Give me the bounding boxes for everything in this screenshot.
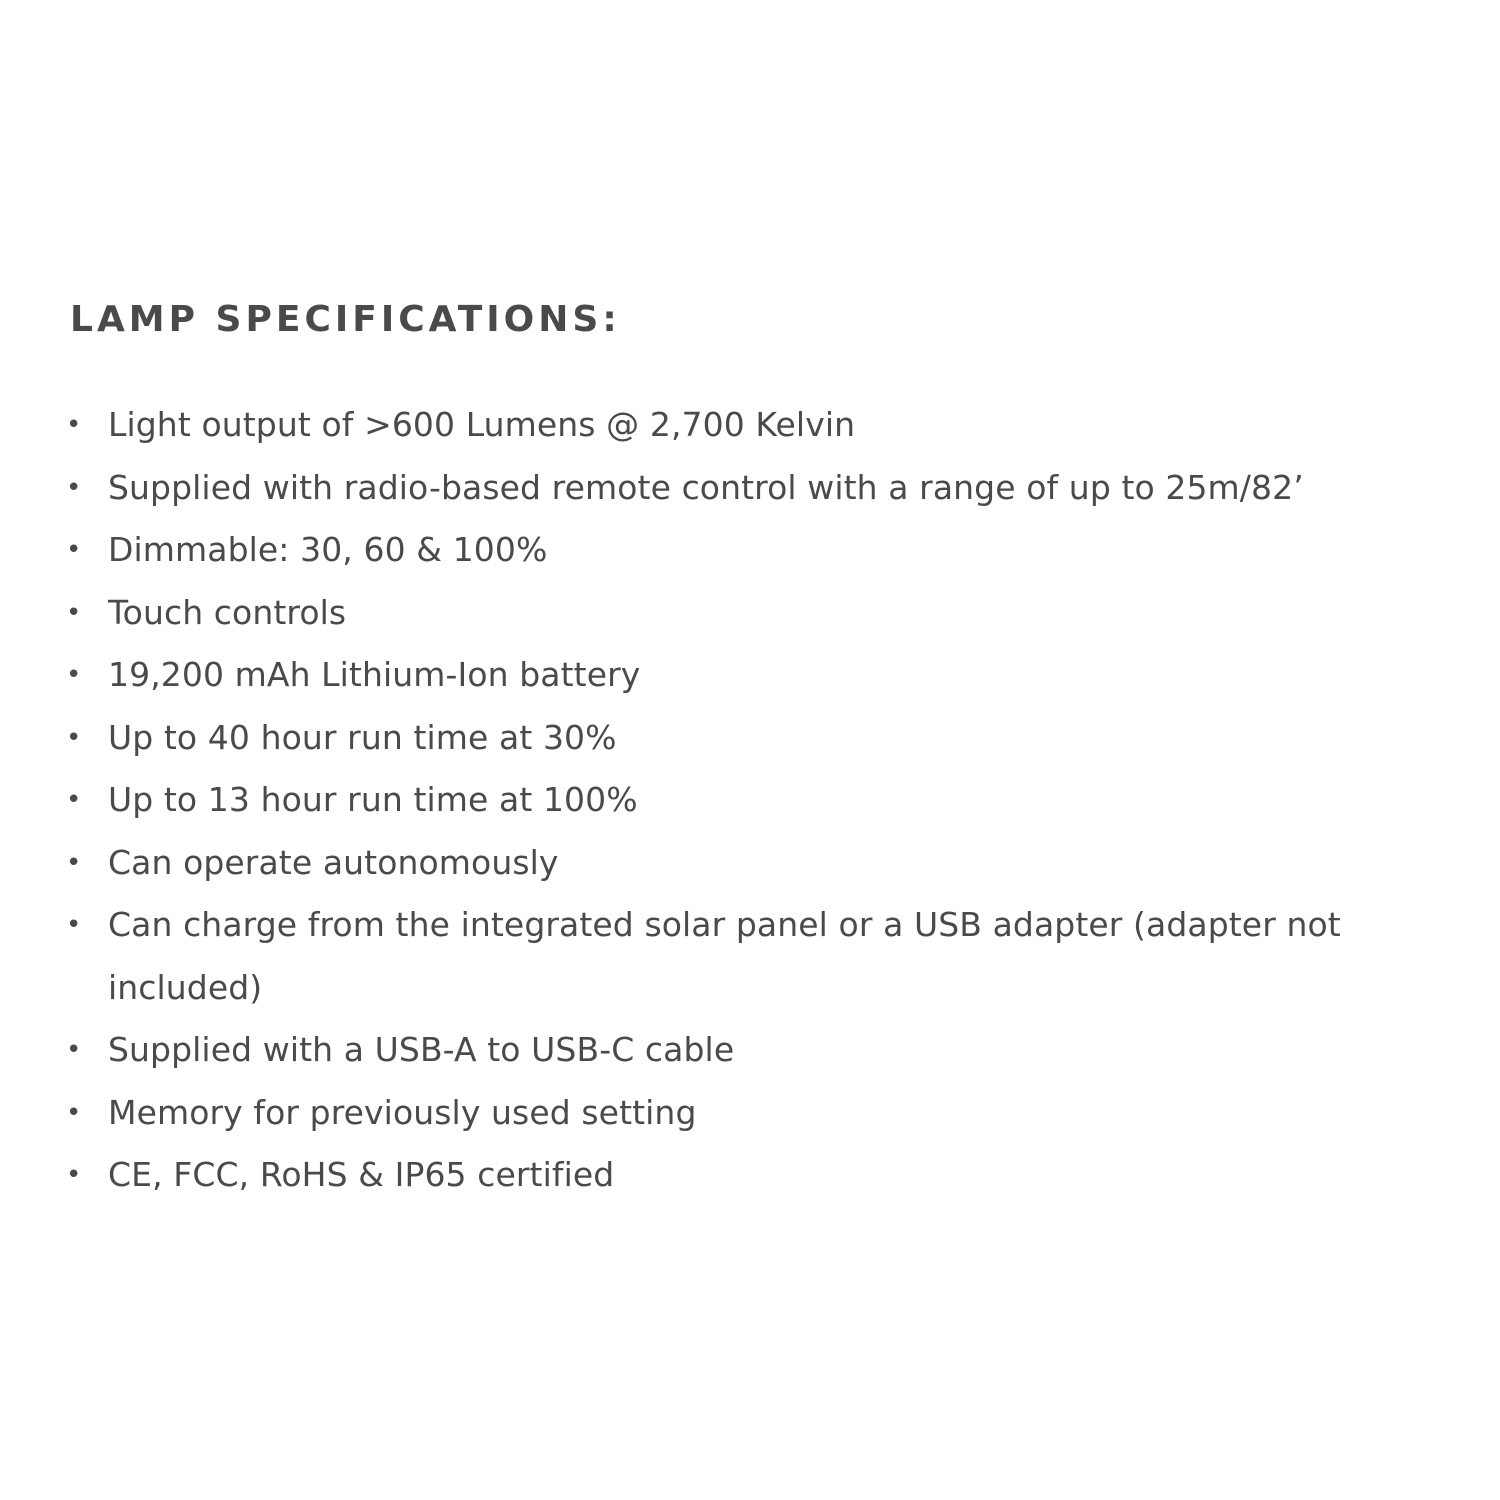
list-item <box>66 644 1470 707</box>
bullet-icon: • <box>66 535 82 565</box>
bullet-icon: • <box>66 910 82 940</box>
list-item <box>66 1082 1470 1145</box>
list-item-text: Up to 13 hour run time at 100% <box>108 780 638 819</box>
bullet-icon: • <box>66 597 82 628</box>
list-item-text: Light output of >600 Lumens @ 2,700 Kelvin <box>108 405 856 444</box>
bullet-icon: • <box>66 472 82 503</box>
list-item <box>66 457 1470 520</box>
list-item <box>66 582 1470 645</box>
list-item-text: Supplied with a USB-A to USB-C cable <box>108 1030 735 1069</box>
bullet-icon: • <box>66 722 82 753</box>
list-item-text: Touch controls <box>108 592 347 632</box>
list-item <box>66 1019 1470 1082</box>
list-item <box>66 394 1470 457</box>
bullet-icon: • <box>66 847 82 878</box>
list-item <box>66 894 1470 1019</box>
bullet-icon: • <box>66 1097 82 1128</box>
list-item-text: Up to 40 hour run time at 30% <box>108 717 617 757</box>
bullet-icon: • <box>66 660 82 690</box>
spec-list <box>66 394 1470 1207</box>
bullet-icon: • <box>66 1035 82 1065</box>
list-item <box>66 832 1470 895</box>
list-item-text: Can charge from the integrated solar panel or a USB adapter (adapter not included) <box>108 905 1341 1007</box>
list-item-text: CE, FCC, RoHS & IP65 certified <box>108 1155 615 1194</box>
section-heading: LAMP SPECIFICATIONS: <box>70 299 621 340</box>
list-item <box>66 769 1470 832</box>
list-item <box>66 519 1470 582</box>
list-item-text: Memory for previously used setting <box>108 1092 697 1132</box>
list-item <box>66 1144 1470 1207</box>
list-item-text: Dimmable: 30, 60 & 100% <box>108 530 548 569</box>
list-item-text: Supplied with radio-based remote control with a range of up to 25m/82’ <box>108 467 1304 507</box>
list-item-text: 19,200 mAh Lithium-Ion battery <box>108 655 641 694</box>
list-item <box>66 707 1470 770</box>
bullet-icon: • <box>66 785 82 815</box>
bullet-icon: • <box>66 1160 82 1190</box>
list-item-text: Can operate autonomously <box>108 842 559 882</box>
lamp-specifications-section <box>66 296 1470 1207</box>
bullet-icon: • <box>66 410 82 440</box>
